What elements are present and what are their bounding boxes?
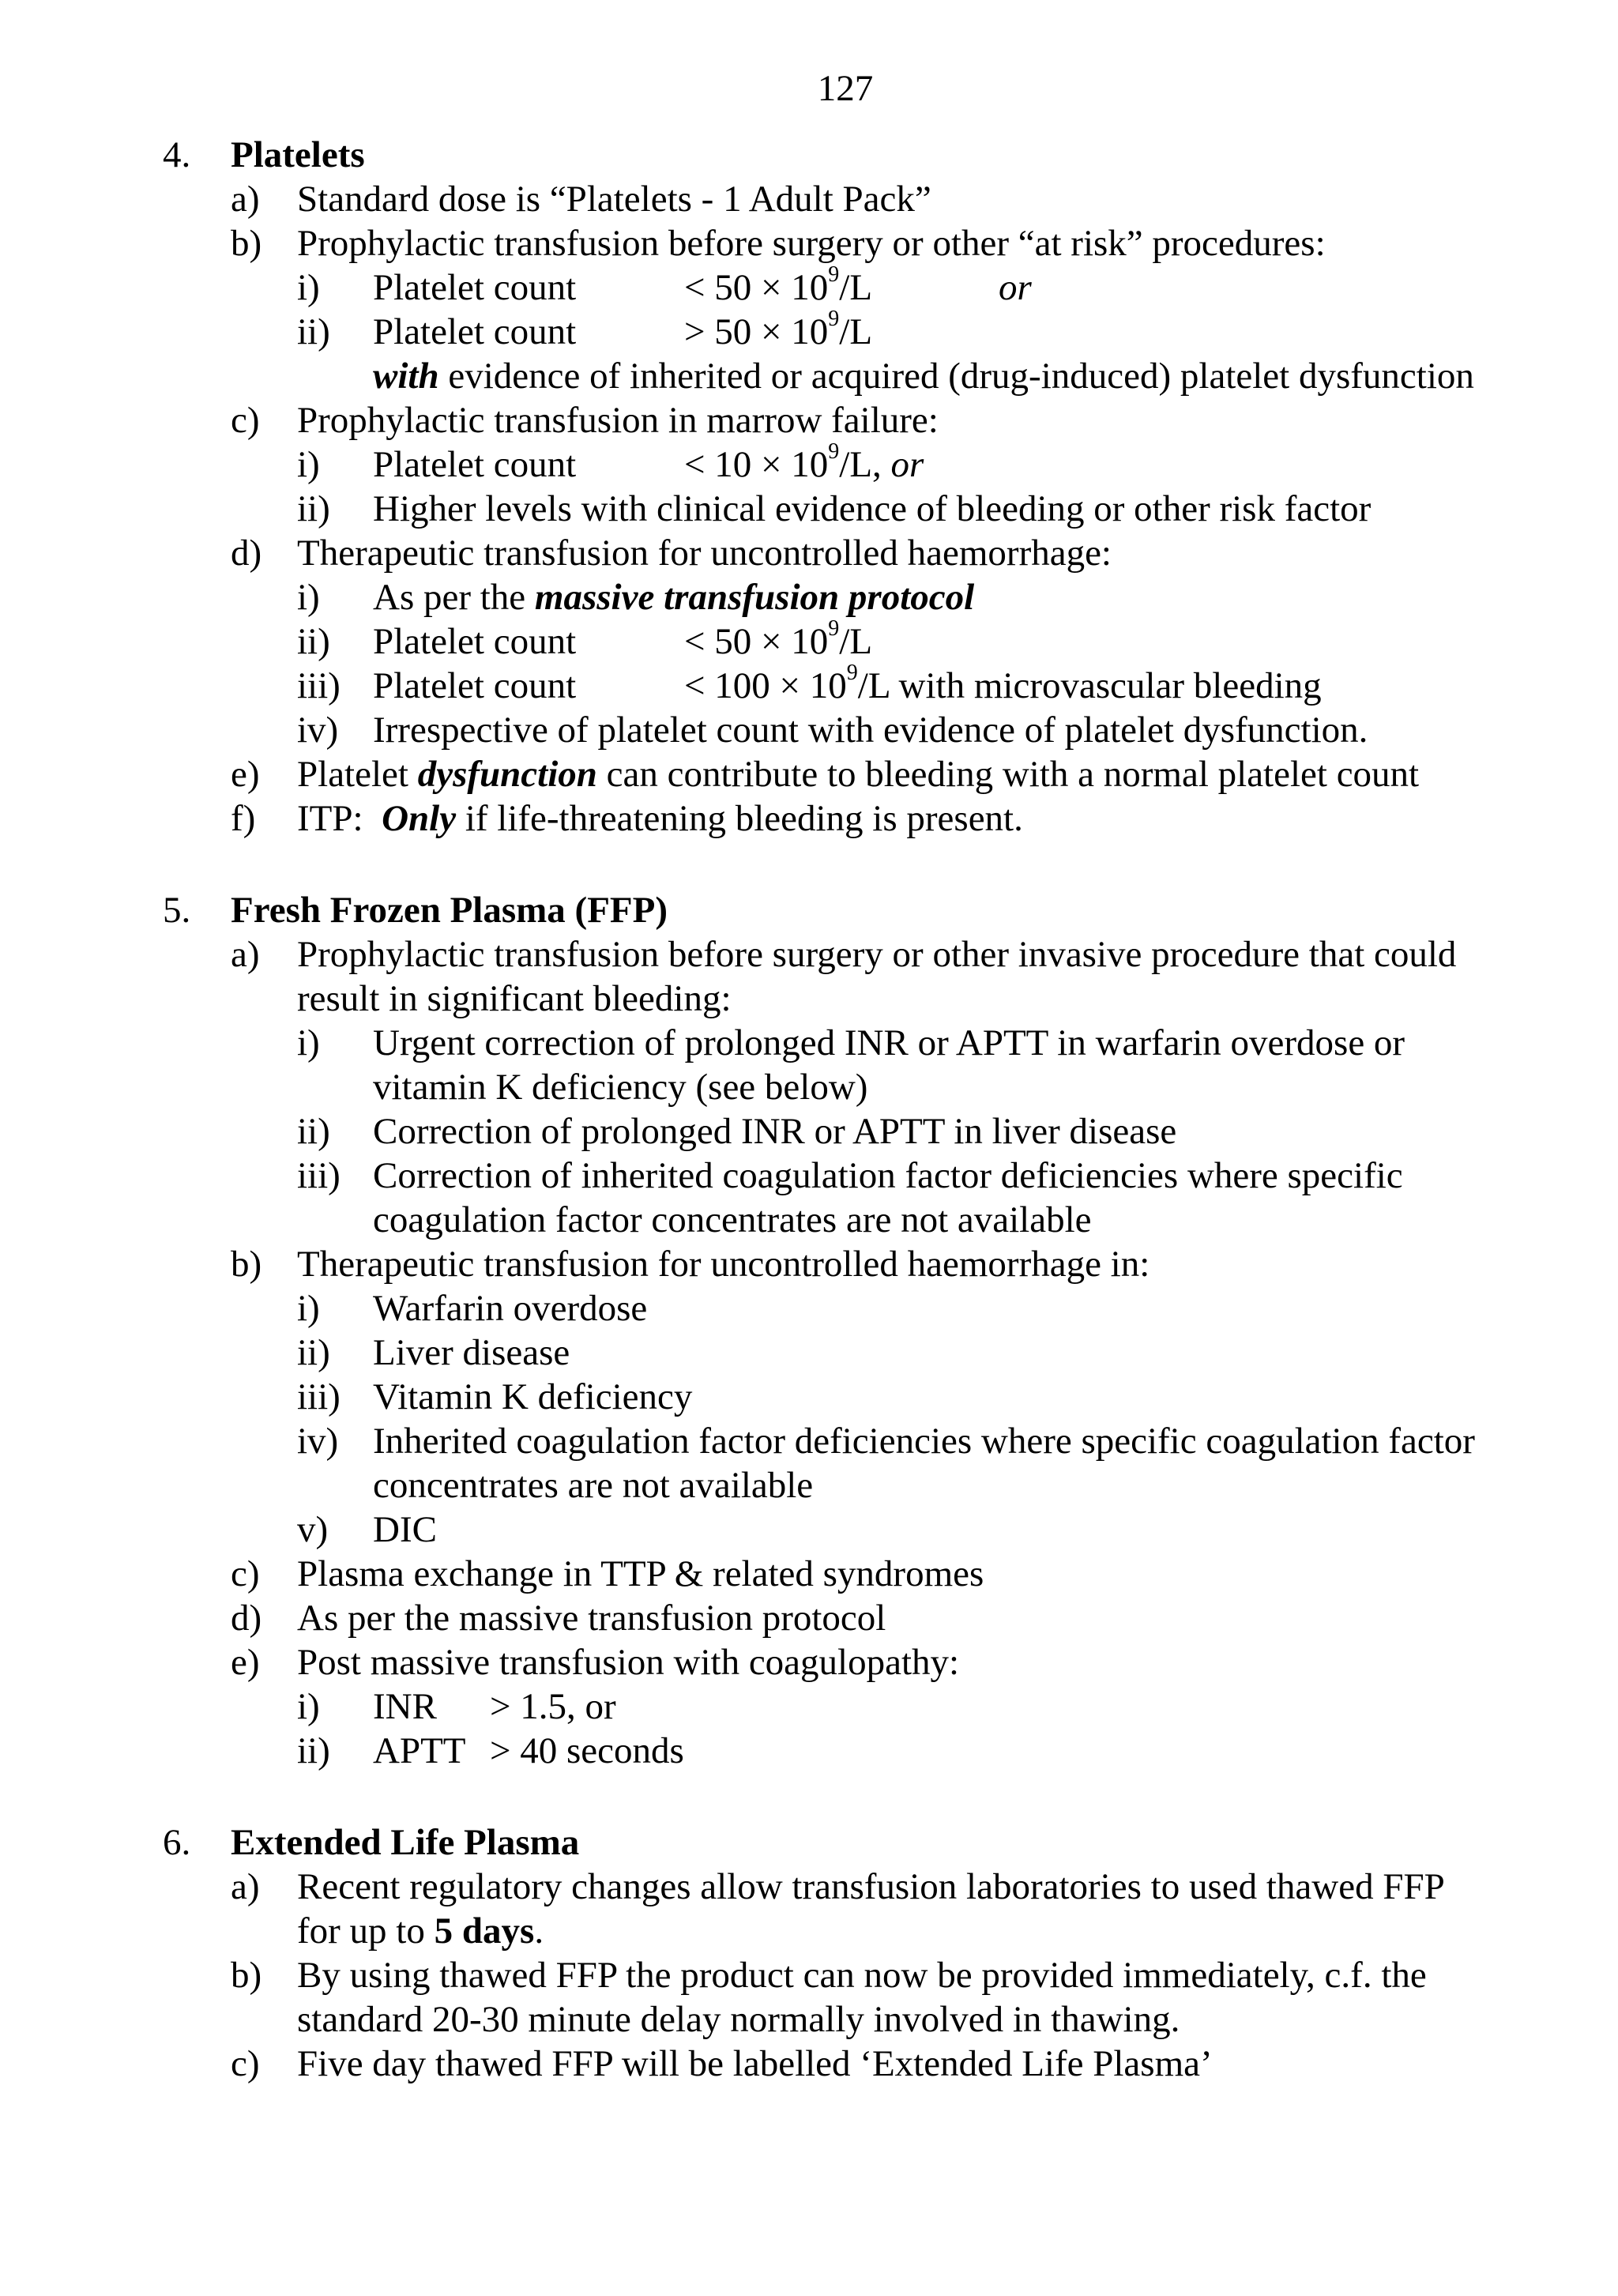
- item-5b-ii-marker: ii): [297, 1332, 330, 1373]
- item-5a-i-text-line2: vitamin K deficiency (see below): [373, 1067, 868, 1108]
- item-4c-i-marker: i): [297, 444, 320, 485]
- page-number: 127: [817, 68, 874, 109]
- item-6a-text-line2: for up to 5 days.: [297, 1910, 544, 1952]
- item-6a-text-line1: Recent regulatory changes allow transfusion laboratories to used thawed FFP: [297, 1866, 1445, 1907]
- item-5e-i-marker: i): [297, 1686, 320, 1727]
- item-5a-iii-text-line2: coagulation factor concentrates are not available: [373, 1199, 1092, 1240]
- item-5a-ii-marker: ii): [297, 1111, 330, 1152]
- item-4d-iii-label: Platelet count: [373, 665, 577, 706]
- item-4b-ii-value: > $50 \times 10^9/L$: [684, 307, 873, 352]
- item-4b-marker: b): [231, 223, 262, 264]
- item-4a-marker: a): [231, 179, 260, 220]
- item-5d-text: As per the massive transfusion protocol: [297, 1598, 886, 1639]
- item-4d-i-text: As per the massive transfusion protocol: [373, 577, 975, 618]
- item-5b-iv-text-line1: Inherited coagulation factor deficiencies where specific coagulation factor: [373, 1421, 1475, 1462]
- item-4d-ii-marker: ii): [297, 621, 330, 662]
- item-4a-text: Standard dose is “Platelets - 1 Adult Pack”: [297, 179, 931, 220]
- item-4f-text: ITP: Only if life-threatening bleeding is present.: [297, 798, 1023, 839]
- item-4c-marker: c): [231, 400, 260, 441]
- item-4b-ii-label: Platelet count: [373, 311, 577, 352]
- item-5e-marker: e): [231, 1642, 260, 1683]
- item-4c-text: Prophylactic transfusion in marrow failure:: [297, 400, 939, 441]
- item-5b-iii-text: Vitamin K deficiency: [373, 1376, 693, 1417]
- item-4d-marker: d): [231, 533, 262, 574]
- item-5a-ii-text: Correction of prolonged INR or APTT in liver disease: [373, 1111, 1177, 1152]
- item-4b-i-value: < $50 \times 10^9/L$: [684, 262, 873, 308]
- item-5b-v-text: DIC: [373, 1509, 437, 1550]
- item-5b-iv-marker: iv): [297, 1421, 339, 1462]
- item-5b-ii-text: Liver disease: [373, 1332, 570, 1373]
- section-6-number: 6.: [163, 1822, 191, 1863]
- item-4e-text: Platelet dysfunction can contribute to bleeding with a normal platelet count: [297, 754, 1420, 795]
- item-6c-marker: c): [231, 2043, 260, 2084]
- item-5e-ii-value: > 40 seconds: [490, 1730, 684, 1771]
- item-4b-ii-marker: ii): [297, 311, 330, 352]
- item-5c-text: Plasma exchange in TTP & related syndromes: [297, 1553, 984, 1594]
- item-6a-marker: a): [231, 1866, 260, 1907]
- item-6c-text: Five day thawed FFP will be labelled ‘Extended Life Plasma’: [297, 2043, 1213, 2084]
- item-4b-text: Prophylactic transfusion before surgery or other “at risk” procedures:: [297, 223, 1326, 264]
- section-6-title: Extended Life Plasma: [231, 1822, 580, 1863]
- item-5a-i-marker: i): [297, 1022, 320, 1063]
- item-4d-ii-value: < $50 \times 10^9/L$: [684, 616, 873, 662]
- section-5-number: 5.: [163, 890, 191, 931]
- item-4d-iii-marker: iii): [297, 665, 341, 706]
- item-4b-ii-continuation: with evidence of inherited or acquired (drug-induced) platelet dysfunction: [373, 356, 1474, 397]
- item-5a-text-line1: Prophylactic transfusion before surgery or other invasive procedure that could: [297, 934, 1457, 975]
- item-4c-ii-text: Higher levels with clinical evidence of bleeding or other risk factor: [373, 488, 1372, 529]
- item-5e-i-label: INR: [373, 1686, 437, 1727]
- item-5b-v-marker: v): [297, 1509, 329, 1550]
- section-5-title: Fresh Frozen Plasma (FFP): [231, 890, 668, 931]
- item-5a-iii-text-line1: Correction of inherited coagulation factor deficiencies where specific: [373, 1155, 1403, 1196]
- item-5b-iv-text-line2: concentrates are not available: [373, 1465, 814, 1506]
- item-4d-iv-marker: iv): [297, 710, 339, 751]
- item-6b-marker: b): [231, 1955, 262, 1996]
- item-5b-text: Therapeutic transfusion for uncontrolled haemorrhage in:: [297, 1244, 1150, 1285]
- item-5a-i-text-line1: Urgent correction of prolonged INR or APTT in warfarin overdose or: [373, 1022, 1405, 1063]
- item-4c-i-value: < $10 \times 10^9/L$, or: [684, 439, 924, 485]
- item-5a-text-line2: result in significant bleeding:: [297, 978, 732, 1019]
- item-5d-marker: d): [231, 1598, 262, 1639]
- item-5c-marker: c): [231, 1553, 260, 1594]
- item-5e-ii-marker: ii): [297, 1730, 330, 1771]
- item-4f-marker: f): [231, 798, 256, 839]
- section-4-number: 4.: [163, 134, 191, 175]
- item-5e-i-value: > 1.5, or: [490, 1686, 616, 1727]
- item-5a-marker: a): [231, 934, 260, 975]
- item-4d-text: Therapeutic transfusion for uncontrolled haemorrhage:: [297, 533, 1112, 574]
- item-4b-i-marker: i): [297, 267, 320, 308]
- item-4d-iv-text: Irrespective of platelet count with evidence of platelet dysfunction.: [373, 710, 1368, 751]
- item-5b-i-text: Warfarin overdose: [373, 1288, 648, 1329]
- section-4-title: Platelets: [231, 134, 365, 175]
- item-6b-text-line2: standard 20-30 minute delay normally involved in thawing.: [297, 1999, 1180, 2040]
- item-4d-i-marker: i): [297, 577, 320, 618]
- item-4e-marker: e): [231, 754, 260, 795]
- item-5b-iii-marker: iii): [297, 1376, 341, 1417]
- item-4b-i-label: Platelet count: [373, 267, 577, 308]
- item-5a-iii-marker: iii): [297, 1155, 341, 1196]
- item-5b-i-marker: i): [297, 1288, 320, 1329]
- item-4b-i-or: or: [999, 267, 1032, 308]
- item-4c-i-label: Platelet count: [373, 444, 577, 485]
- item-4d-iii-value: < $100 \times 10^9/L$ with microvascular bleeding: [684, 661, 1322, 706]
- item-5e-ii-label: APTT: [373, 1730, 466, 1771]
- item-5b-marker: b): [231, 1244, 262, 1285]
- item-4d-ii-label: Platelet count: [373, 621, 577, 662]
- item-6b-text-line1: By using thawed FFP the product can now be provided immediately, c.f. the: [297, 1955, 1427, 1996]
- item-4c-ii-marker: ii): [297, 488, 330, 529]
- item-5e-text: Post massive transfusion with coagulopathy:: [297, 1642, 960, 1683]
